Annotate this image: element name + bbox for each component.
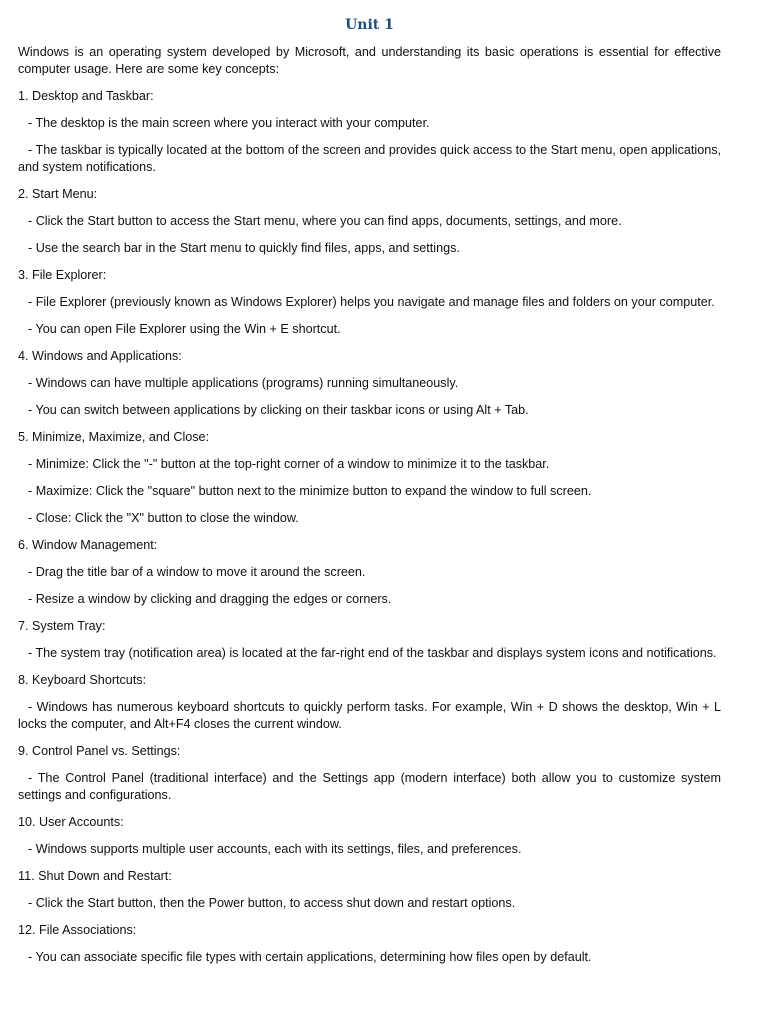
section-heading: 8. Keyboard Shortcuts: — [18, 673, 147, 687]
section-heading: 6. Window Management: — [18, 538, 158, 552]
bullet-item: - Click the Start button to access the Start menu, where you can find apps, documents, settings, and more. — [28, 214, 622, 228]
bullet-item: - Drag the title bar of a window to move it around the screen. — [28, 565, 366, 579]
document-title: Unit 1 — [345, 17, 394, 33]
bullet-item: - The system tray (notification area) is located at the far-right end of the taskbar and displays system icons and notifications. — [28, 646, 717, 660]
bullet-item: - Minimize: Click the "-" button at the top-right corner of a window to minimize it to the taskbar. — [28, 457, 550, 471]
bullet-item: - Close: Click the "X" button to close the window. — [28, 511, 299, 525]
section-heading: 2. Start Menu: — [18, 187, 98, 201]
bullet-item: - The taskbar is typically located at the bottom of the screen and provides quick access to the Start menu, open applications, and system notifications. — [18, 143, 721, 174]
bullet-item: - You can open File Explorer using the Win + E shortcut. — [28, 322, 341, 336]
bullet-item: - You can associate specific file types with certain applications, determining how files open by default. — [28, 950, 592, 964]
bullet-item: - File Explorer (previously known as Windows Explorer) helps you navigate and manage files and folders on your computer. — [28, 295, 715, 309]
section-heading: 12. File Associations: — [18, 923, 137, 937]
bullet-item: - Windows has numerous keyboard shortcuts to quickly perform tasks. For example, Win + D shows the desktop, Win + L locks the computer, and Alt+F4 closes the current window. — [18, 700, 721, 731]
bullet-item: - Windows can have multiple applications (programs) running simultaneously. — [28, 376, 459, 390]
sections-container — [18, 88, 721, 966]
bullet-item: - Use the search bar in the Start menu to quickly find files, apps, and settings. — [28, 241, 460, 255]
section-heading: 4. Windows and Applications: — [18, 349, 182, 363]
bullet-item: - Resize a window by clicking and dragging the edges or corners. — [28, 592, 392, 606]
section-heading: 11. Shut Down and Restart: — [18, 869, 172, 883]
section-heading: 1. Desktop and Taskbar: — [18, 89, 154, 103]
bullet-item: - Click the Start button, then the Power button, to access shut down and restart options. — [28, 896, 516, 910]
bullet-item: - Maximize: Click the "square" button next to the minimize button to expand the window to full screen. — [28, 484, 592, 498]
section-heading: 7. System Tray: — [18, 619, 106, 633]
section-heading: 5. Minimize, Maximize, and Close: — [18, 430, 210, 444]
bullet-item: - The Control Panel (traditional interface) and the Settings app (modern interface) both allow you to customize system settings and configurations. — [18, 771, 721, 802]
section-heading: 10. User Accounts: — [18, 815, 124, 829]
bullet-item: - You can switch between applications by clicking on their taskbar icons or using Alt + Tab. — [28, 403, 529, 417]
section-heading: 3. File Explorer: — [18, 268, 107, 282]
bullet-item: - The desktop is the main screen where you interact with your computer. — [28, 116, 430, 130]
bullet-item: - Windows supports multiple user accounts, each with its settings, files, and preferences. — [28, 842, 522, 856]
document-page — [18, 14, 721, 976]
intro-paragraph: Windows is an operating system developed by Microsoft, and understanding its basic operations is essential for effective computer usage. Here are some key concepts: — [18, 45, 721, 76]
section-heading: 9. Control Panel vs. Settings: — [18, 744, 181, 758]
